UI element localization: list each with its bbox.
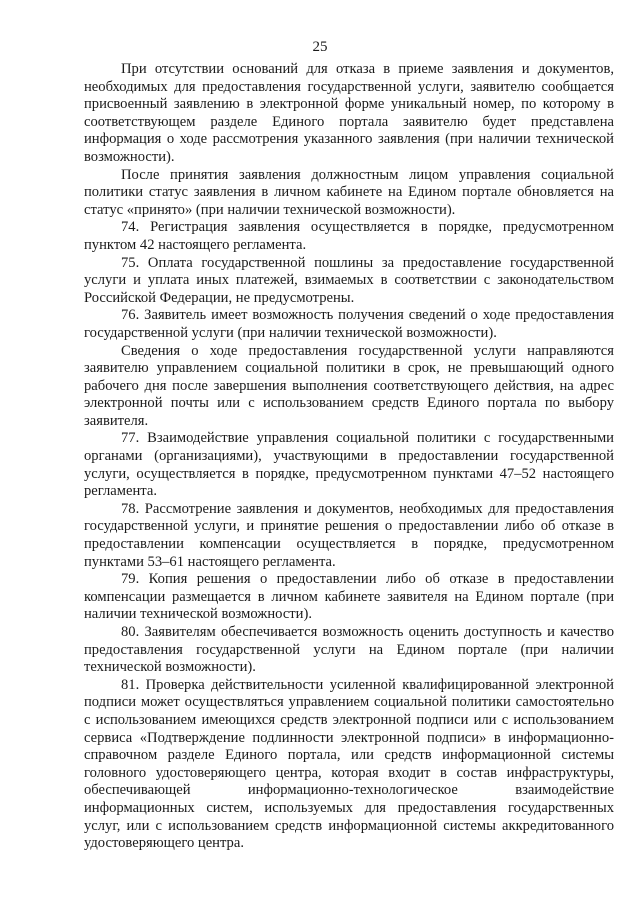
paragraph-status-accepted: После принятия заявления должностным лицом управления социальной политики статус заявления в личном кабинете на Едином портале обновляется на статус «принято» (при наличии технической возможности).	[84, 166, 614, 218]
paragraph-progress-notification: Сведения о ходе предоставления государственной услуги направляются заявителю управлением социальной политики в срок, не превышающий одного рабочего дня после завершения выполнения соответствующего действия, на адрес электронной почты или с использованием средств Единого портала по выбору заявителя.	[84, 342, 614, 429]
page-number: 25	[312, 39, 328, 55]
paragraph-77-interaction: 77. Взаимодействие управления социальной политики с государственными органами (организациями), участвующими в предоставлении государственной услуги, осуществляется в порядке, предусмотренном пунктами 47–52 настоящего регламента.	[84, 430, 614, 500]
paragraph-79-decision-copy: 79. Копия решения о предоставлении либо об отказе в предоставлении компенсации размещается в личном кабинете заявителя на Едином портале (при наличии технической возможности).	[84, 571, 614, 623]
paragraph-74-registration: 74. Регистрация заявления осуществляется в порядке, предусмотренном пунктом 42 настоящего регламента.	[84, 219, 614, 253]
document-body	[84, 61, 614, 853]
paragraph-75-fee: 75. Оплата государственной пошлины за предоставление государственной услуги и уплата иных платежей, взимаемых в соответствии с законодательством Российской Федерации, не предусмотрены.	[84, 254, 614, 306]
paragraph-78-review: 78. Рассмотрение заявления и документов, необходимых для предоставления государственной услуги, и принятие решения о предоставлении либо об отказе в предоставлении компенсации осуществляется в порядке, предусмотренном пунктами 53–61 настоящего регламента.	[84, 500, 614, 570]
paragraph-76-progress-info: 76. Заявитель имеет возможность получения сведений о ходе предоставления государственной услуги (при наличии технической возможности).	[84, 307, 614, 341]
paragraph-81-signature-check: 81. Проверка действительности усиленной квалифицированной электронной подписи может осуществляться управлением социальной политики самостоятельно с использованием имеющихся средств электронной подписи или с использованием сервиса «Подтверждение подлинности электронной подписи» в информационно-справочном разделе Единого портала, или средств информационной системы головного удостоверяющего центра, которая входит в состав инфраструктуры, обеспечивающей информационно-технологическое взаимодействие информационных систем, используемых для предоставления государственных услуг, или с использованием средств информационной системы аккредитованного удостоверяющего центра.	[84, 676, 614, 852]
paragraph-application-number: При отсутствии оснований для отказа в приеме заявления и документов, необходимых для предоставления государственной услуги, заявителю сообщается присвоенный заявлению в электронной форме уникальный номер, по которому в соответствующем разделе Единого портала заявителю будет представлена информация о ходе рассмотрения указанного заявления (при наличии технической возможности).	[84, 61, 614, 165]
paragraph-80-quality-rating: 80. Заявителям обеспечивается возможность оценить доступность и качество предоставления государственной услуги на Едином портале (при наличии технической возможности).	[84, 624, 614, 676]
